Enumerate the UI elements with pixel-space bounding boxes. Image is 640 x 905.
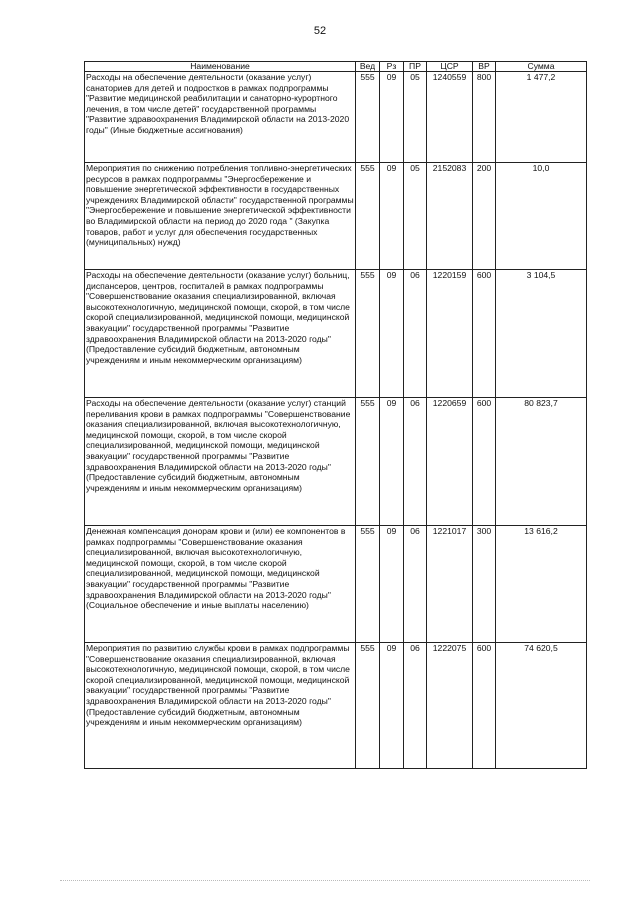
row-ved: 555: [356, 643, 380, 769]
header-rz: Рз: [380, 62, 404, 72]
row-vr: 800: [473, 72, 496, 163]
row-name: Мероприятия по снижению потребления топливно-энергетических ресурсов в рамках подпрограммы "Энергосбережение и повышение энергетической эффективности в государственных учреждениях Владимирской области" государственной программы "Энергосбережение и повышение энергетической эффективности во Владимирской области на период до 2020 года " (Закупка товаров, работ и услуг для обеспечения государственных (муниципальных) нужд): [85, 163, 356, 270]
row-csr: 1221017: [427, 526, 473, 643]
budget-table: [84, 61, 587, 769]
row-pr: 06: [404, 398, 427, 526]
row-name: Денежная компенсация донорам крови и (или) ее компонентов в рамках подпрограммы "Совершенствование оказания специализированной, включая высокотехнологичную, медицинской помощи, скорой, в том числе скорой специализированной, медицинской помощи, медицинской эвакуации" государственной программы "Развитие здравоохранения Владимирской области на 2013-2020 годы" (Социальное обеспечение и иные выплаты населению): [85, 526, 356, 643]
header-name: Наименование: [85, 62, 356, 72]
row-name: Расходы на обеспечение деятельности (оказание услуг) санаториев для детей и подростков в рамках подпрограммы "Развитие медицинской реабилитации и санаторно-курортного лечения, в том числе детей" государственной программы "Развитие здравоохранения Владимирской области на 2013-2020 годы" (Иные бюджетные ассигнования): [85, 72, 356, 163]
table-header-row: [85, 62, 587, 72]
row-sum: 10,0: [496, 163, 587, 270]
row-csr: 1220159: [427, 270, 473, 398]
row-pr: 06: [404, 526, 427, 643]
row-rz: 09: [380, 398, 404, 526]
row-sum: 74 620,5: [496, 643, 587, 769]
table-row: [85, 526, 587, 643]
row-sum: 80 823,7: [496, 398, 587, 526]
header-ved: Вед: [356, 62, 380, 72]
row-rz: 09: [380, 270, 404, 398]
row-ved: 555: [356, 398, 380, 526]
table-row: [85, 163, 587, 270]
header-pr: ПР: [404, 62, 427, 72]
header-sum: Сумма: [496, 62, 587, 72]
row-rz: 09: [380, 163, 404, 270]
row-name: Расходы на обеспечение деятельности (оказание услуг) больниц, диспансеров, центров, госпиталей в рамках подпрограммы "Совершенствование оказания специализированной, включая высокотехнологичную, медицинской помощи, скорой, в том числе скорой специализированной, медицинской помощи, медицинской эвакуации" государственной программы "Развитие здравоохранения Владимирской области на 2013-2020 годы" (Предоставление субсидий бюджетным, автономным учреждениям и иным некоммерческим организациям): [85, 270, 356, 398]
row-vr: 600: [473, 270, 496, 398]
row-csr: 1220659: [427, 398, 473, 526]
row-vr: 600: [473, 643, 496, 769]
table-row: [85, 643, 587, 769]
row-ved: 555: [356, 163, 380, 270]
table-row: [85, 398, 587, 526]
table-row: [85, 72, 587, 163]
row-sum: 1 477,2: [496, 72, 587, 163]
row-vr: 200: [473, 163, 496, 270]
row-csr: 1222075: [427, 643, 473, 769]
scan-edge-divider: [60, 880, 590, 881]
row-sum: 3 104,5: [496, 270, 587, 398]
row-name: Мероприятия по развитию службы крови в рамках подпрограммы "Совершенствование оказания специализированной, включая высокотехнологичную, медицинской помощи, скорой, в том числе скорой специализированной, медицинской помощи, медицинской эвакуации" государственной программы "Развитие здравоохранения Владимирской области на 2013-2020 годы" (Предоставление субсидий бюджетным, автономным учреждениям и иным некоммерческим организациям): [85, 643, 356, 769]
row-pr: 05: [404, 163, 427, 270]
header-vr: ВР: [473, 62, 496, 72]
row-ved: 555: [356, 72, 380, 163]
row-pr: 06: [404, 270, 427, 398]
row-name: Расходы на обеспечение деятельности (оказание услуг) станций переливания крови в рамках подпрограммы "Совершенствование оказания специализированной, включая высокотехнологичную, медицинской помощи, скорой, в том числе скорой специализированной, медицинской помощи, медицинской эвакуации" государственной программы "Развитие здравоохранения Владимирской области на 2013-2020 годы" (Предоставление субсидий бюджетным, автономным учреждениям и иным некоммерческим организациям): [85, 398, 356, 526]
row-rz: 09: [380, 72, 404, 163]
row-vr: 300: [473, 526, 496, 643]
row-ved: 555: [356, 526, 380, 643]
row-sum: 13 616,2: [496, 526, 587, 643]
row-rz: 09: [380, 526, 404, 643]
row-ved: 555: [356, 270, 380, 398]
row-csr: 2152083: [427, 163, 473, 270]
page-number: 52: [313, 25, 327, 37]
row-csr: 1240559: [427, 72, 473, 163]
header-csr: ЦСР: [427, 62, 473, 72]
row-pr: 06: [404, 643, 427, 769]
table-row: [85, 270, 587, 398]
row-vr: 600: [473, 398, 496, 526]
row-rz: 09: [380, 643, 404, 769]
row-pr: 05: [404, 72, 427, 163]
